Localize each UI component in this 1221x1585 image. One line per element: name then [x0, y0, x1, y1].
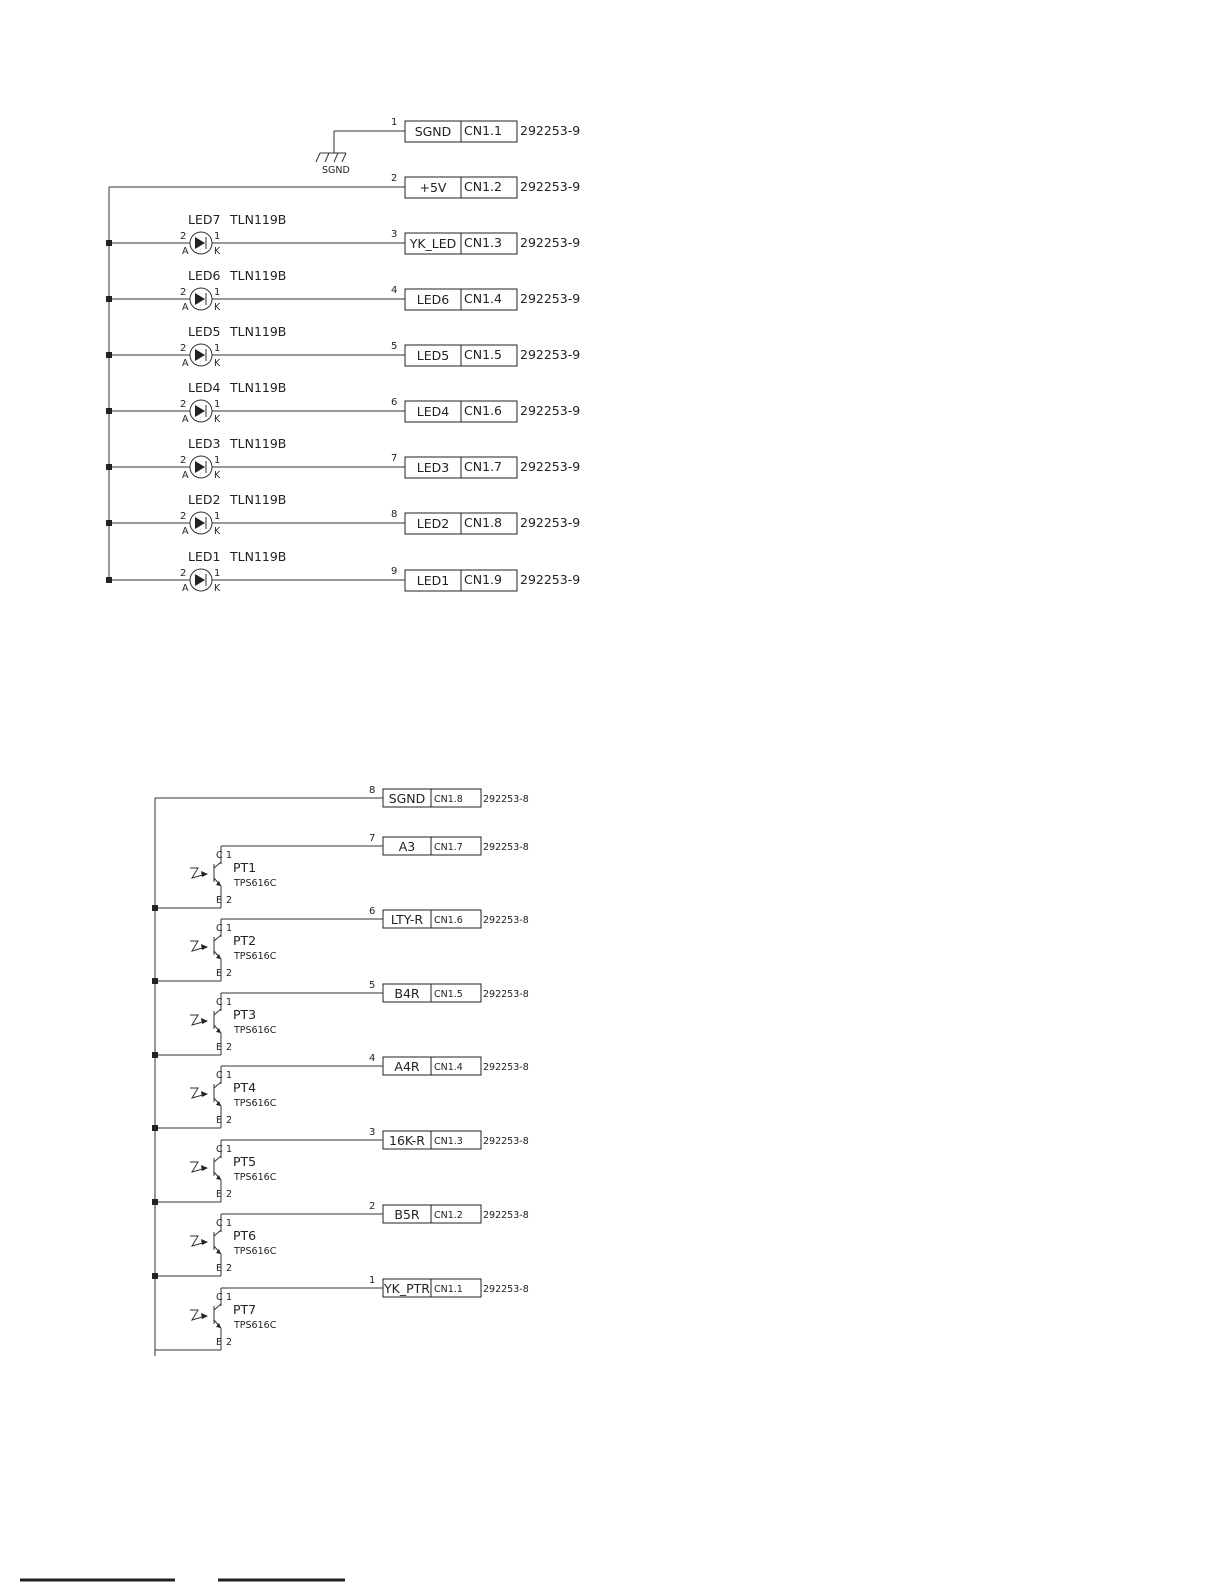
led-pin-cathode: 1: [214, 511, 221, 522]
pin-number: 3: [369, 1127, 376, 1138]
connector-ref: CN1.1: [434, 1284, 463, 1295]
emitter-mark: E: [216, 1042, 223, 1053]
collector-mark: C: [216, 997, 223, 1008]
pin-number: 5: [369, 980, 376, 991]
collector-diag: [214, 1082, 221, 1088]
connector-part: 292253-8: [483, 1136, 529, 1147]
collector-pin: 1: [226, 1218, 233, 1229]
pin-number: 8: [391, 509, 398, 520]
phototransistor-pt5: [152, 1127, 529, 1205]
signal-label: LED3: [416, 460, 450, 475]
led-pin-cathode: 1: [214, 231, 221, 242]
connector-ref: CN1.3: [434, 1136, 463, 1147]
signal-label: LED6: [416, 292, 450, 307]
pin-number: 2: [369, 1201, 376, 1212]
led-pin-anode: 2: [180, 511, 187, 522]
emitter-pin: 2: [226, 1337, 233, 1348]
connector-cn1-7: [391, 453, 580, 478]
led-pin-cathode: 1: [214, 287, 221, 298]
junction-dot: [152, 905, 158, 911]
signal-label: SGND: [388, 791, 426, 806]
emitter-mark: E: [216, 1263, 223, 1274]
anode-mark: A: [182, 414, 189, 425]
connector-ref: CN1.2: [434, 1210, 463, 1221]
connector-part: 292253-8: [483, 1062, 529, 1073]
connector-ref: CN1.3: [464, 235, 502, 250]
phototransistor-pt1: [152, 833, 529, 911]
phototransistor-pt3: [152, 980, 529, 1058]
connector-ref: CN1.9: [464, 572, 502, 587]
anode-mark: A: [182, 526, 189, 537]
connector-cn1-8: [369, 785, 529, 807]
connector-ref: CN1.4: [464, 291, 502, 306]
connector-part: 292253-9: [520, 459, 581, 474]
light-arrowhead: [201, 944, 208, 950]
pt-name: PT1: [233, 860, 257, 875]
pin-number: 1: [391, 117, 398, 128]
pt-part: TPS616C: [234, 1098, 277, 1109]
signal-label: LED1: [416, 573, 450, 588]
pin-number: 4: [369, 1053, 376, 1064]
pt-part: TPS616C: [234, 1172, 277, 1183]
pt-part: TPS616C: [234, 1320, 277, 1331]
connector-cn1-9: [391, 566, 580, 591]
connector-cn1-3: [391, 229, 580, 254]
emitter-pin: 2: [226, 1042, 233, 1053]
signal-label: LTY-R: [390, 912, 424, 927]
pt-name: PT7: [233, 1302, 257, 1317]
led-arrow: [195, 405, 205, 417]
led-part: TLN119B: [230, 212, 287, 227]
light-arrowhead: [201, 1239, 208, 1245]
pt-part: TPS616C: [234, 1025, 277, 1036]
anode-mark: A: [182, 302, 189, 313]
connector-ref: CN1.6: [464, 403, 502, 418]
led-pin-anode: 2: [180, 399, 187, 410]
phototransistor-connector-schematic: [152, 785, 529, 1356]
connector-part: 292253-8: [483, 1284, 529, 1295]
signal-label: A3: [398, 839, 416, 854]
light-arrowhead: [201, 1091, 208, 1097]
connector-part: 292253-9: [520, 403, 581, 418]
collector-diag: [214, 1230, 221, 1236]
pin-number: 5: [391, 341, 398, 352]
collector-diag: [214, 1156, 221, 1162]
led-name: LED5: [188, 324, 221, 339]
emitter-pin: 2: [226, 1189, 233, 1200]
led-arrow: [195, 293, 205, 305]
pin-number: 3: [391, 229, 398, 240]
led-pin-anode: 2: [180, 568, 187, 579]
phototransistor-pt4: [152, 1053, 529, 1131]
connector-part: 292253-8: [483, 842, 529, 853]
junction-dot: [152, 1199, 158, 1205]
led-pin-cathode: 1: [214, 343, 221, 354]
connector-cn1-5: [391, 341, 580, 366]
cathode-mark: K: [214, 246, 221, 257]
led-name: LED3: [188, 436, 221, 451]
emitter-mark: E: [216, 1337, 223, 1348]
led-led5: [106, 324, 405, 369]
collector-diag: [214, 1304, 221, 1310]
anode-mark: A: [182, 470, 189, 481]
connector-cn1-1: [391, 117, 580, 142]
led-pin-anode: 2: [180, 343, 187, 354]
led-pin-cathode: 1: [214, 568, 221, 579]
led-pin-anode: 2: [180, 287, 187, 298]
connector-part: 292253-9: [520, 347, 581, 362]
pt-name: PT2: [233, 933, 257, 948]
junction-dot: [152, 1125, 158, 1131]
phototransistor-pt6: [152, 1201, 529, 1279]
anode-mark: A: [182, 358, 189, 369]
connector-part: 292253-8: [483, 1210, 529, 1221]
pt-name: PT4: [233, 1080, 257, 1095]
led-name: LED1: [188, 549, 221, 564]
led-led2: [106, 492, 405, 537]
led-arrow: [195, 461, 205, 473]
junction-dot: [106, 408, 112, 414]
connector-part: 292253-8: [483, 794, 529, 805]
collector-mark: C: [216, 1144, 223, 1155]
ground-label: SGND: [322, 165, 350, 176]
pt-name: PT6: [233, 1228, 257, 1243]
anode-mark: A: [182, 246, 189, 257]
signal-label: YK_PTR: [384, 1281, 430, 1296]
junction-dot: [106, 352, 112, 358]
signal-label: A4R: [394, 1059, 420, 1074]
light-arrowhead: [201, 871, 208, 877]
connector-cn1-8: [391, 509, 580, 534]
cathode-mark: K: [214, 583, 221, 594]
led-part: TLN119B: [230, 436, 287, 451]
led-part: TLN119B: [230, 549, 287, 564]
led-name: LED6: [188, 268, 221, 283]
collector-pin: 1: [226, 850, 233, 861]
cathode-mark: K: [214, 302, 221, 313]
pin-number: 4: [391, 285, 398, 296]
pin-number: 7: [391, 453, 398, 464]
connector-cn1-6: [391, 397, 580, 422]
led-name: LED2: [188, 492, 221, 507]
led-pin-cathode: 1: [214, 455, 221, 466]
connector-part: 292253-8: [483, 989, 529, 1000]
signal-label: LED4: [416, 404, 450, 419]
led-part: TLN119B: [230, 268, 287, 283]
pin-number: 8: [369, 785, 376, 796]
pin-number: 9: [391, 566, 398, 577]
signal-label: SGND: [414, 124, 452, 139]
pt-part: TPS616C: [234, 1246, 277, 1257]
light-arrowhead: [201, 1313, 208, 1319]
emitter-pin: 2: [226, 1263, 233, 1274]
emitter-pin: 2: [226, 1115, 233, 1126]
phototransistor-pt7: [155, 1275, 529, 1350]
signal-label: B4R: [394, 986, 420, 1001]
collector-mark: C: [216, 923, 223, 934]
collector-diag: [214, 935, 221, 941]
collector-mark: C: [216, 1218, 223, 1229]
collector-diag: [214, 862, 221, 868]
signal-label: 16K-R: [389, 1133, 425, 1148]
junction-dot: [106, 296, 112, 302]
collector-pin: 1: [226, 1070, 233, 1081]
anode-mark: A: [182, 583, 189, 594]
signal-label: YK_LED: [409, 236, 457, 251]
pin-number: 2: [391, 173, 398, 184]
pin-number: 6: [391, 397, 398, 408]
emitter-pin: 2: [226, 968, 233, 979]
connector-ref: CN1.1: [464, 123, 502, 138]
connector-part: 292253-9: [520, 235, 581, 250]
signal-label: LED2: [416, 516, 450, 531]
connector-cn1-2: [391, 173, 580, 198]
led-led6: [106, 268, 405, 313]
collector-diag: [214, 1009, 221, 1015]
led-part: TLN119B: [230, 324, 287, 339]
led-arrow: [195, 349, 205, 361]
collector-pin: 1: [226, 1144, 233, 1155]
emitter-mark: E: [216, 895, 223, 906]
connector-part: 292253-9: [520, 515, 581, 530]
connector-ref: CN1.5: [464, 347, 502, 362]
junction-dot: [106, 240, 112, 246]
led-name: LED7: [188, 212, 221, 227]
connector-ref: CN1.7: [434, 842, 463, 853]
led-name: LED4: [188, 380, 221, 395]
connector-ref: CN1.8: [434, 794, 463, 805]
emitter-mark: E: [216, 1189, 223, 1200]
connector-ref: CN1.8: [464, 515, 502, 530]
led-part: TLN119B: [230, 492, 287, 507]
connector-part: 292253-9: [520, 291, 581, 306]
junction-dot: [106, 464, 112, 470]
led-connector-schematic: [106, 117, 580, 594]
collector-pin: 1: [226, 923, 233, 934]
emitter-pin: 2: [226, 895, 233, 906]
emitter-mark: E: [216, 968, 223, 979]
led-pin-anode: 2: [180, 455, 187, 466]
cathode-mark: K: [214, 414, 221, 425]
pt-part: TPS616C: [234, 951, 277, 962]
led-part: TLN119B: [230, 380, 287, 395]
cathode-mark: K: [214, 358, 221, 369]
collector-mark: C: [216, 1292, 223, 1303]
junction-dot: [152, 978, 158, 984]
connector-ref: CN1.2: [464, 179, 502, 194]
led-pin-anode: 2: [180, 231, 187, 242]
collector-pin: 1: [226, 1292, 233, 1303]
connector-ref: CN1.5: [434, 989, 463, 1000]
connector-part: 292253-9: [520, 179, 581, 194]
led-led7: [106, 212, 405, 257]
led-led1: [106, 549, 405, 594]
led-arrow: [195, 237, 205, 249]
pin-number: 6: [369, 906, 376, 917]
cathode-mark: K: [214, 526, 221, 537]
pt-name: PT3: [233, 1007, 257, 1022]
connector-ref: CN1.6: [434, 915, 463, 926]
connector-ref: CN1.4: [434, 1062, 463, 1073]
ground-symbol: [316, 131, 405, 176]
light-arrowhead: [201, 1165, 208, 1171]
pin-number: 7: [369, 833, 376, 844]
collector-mark: C: [216, 850, 223, 861]
led-pin-cathode: 1: [214, 399, 221, 410]
led-arrow: [195, 517, 205, 529]
led-led3: [106, 436, 405, 481]
led-arrow: [195, 574, 205, 586]
junction-dot: [106, 520, 112, 526]
connector-cn1-4: [391, 285, 580, 310]
pt-part: TPS616C: [234, 878, 277, 889]
connector-part: 292253-9: [520, 123, 581, 138]
emitter-mark: E: [216, 1115, 223, 1126]
pin-number: 1: [369, 1275, 376, 1286]
signal-label: +5V: [419, 180, 447, 195]
connector-part: 292253-9: [520, 572, 581, 587]
collector-mark: C: [216, 1070, 223, 1081]
junction-dot: [152, 1052, 158, 1058]
collector-pin: 1: [226, 997, 233, 1008]
connector-part: 292253-8: [483, 915, 529, 926]
phototransistor-pt2: [152, 906, 529, 984]
cathode-mark: K: [214, 470, 221, 481]
light-arrowhead: [201, 1018, 208, 1024]
junction-dot: [106, 577, 112, 583]
junction-dot: [152, 1273, 158, 1279]
pt-name: PT5: [233, 1154, 257, 1169]
signal-label: LED5: [416, 348, 450, 363]
connector-ref: CN1.7: [464, 459, 502, 474]
led-led4: [106, 380, 405, 425]
signal-label: B5R: [394, 1207, 420, 1222]
